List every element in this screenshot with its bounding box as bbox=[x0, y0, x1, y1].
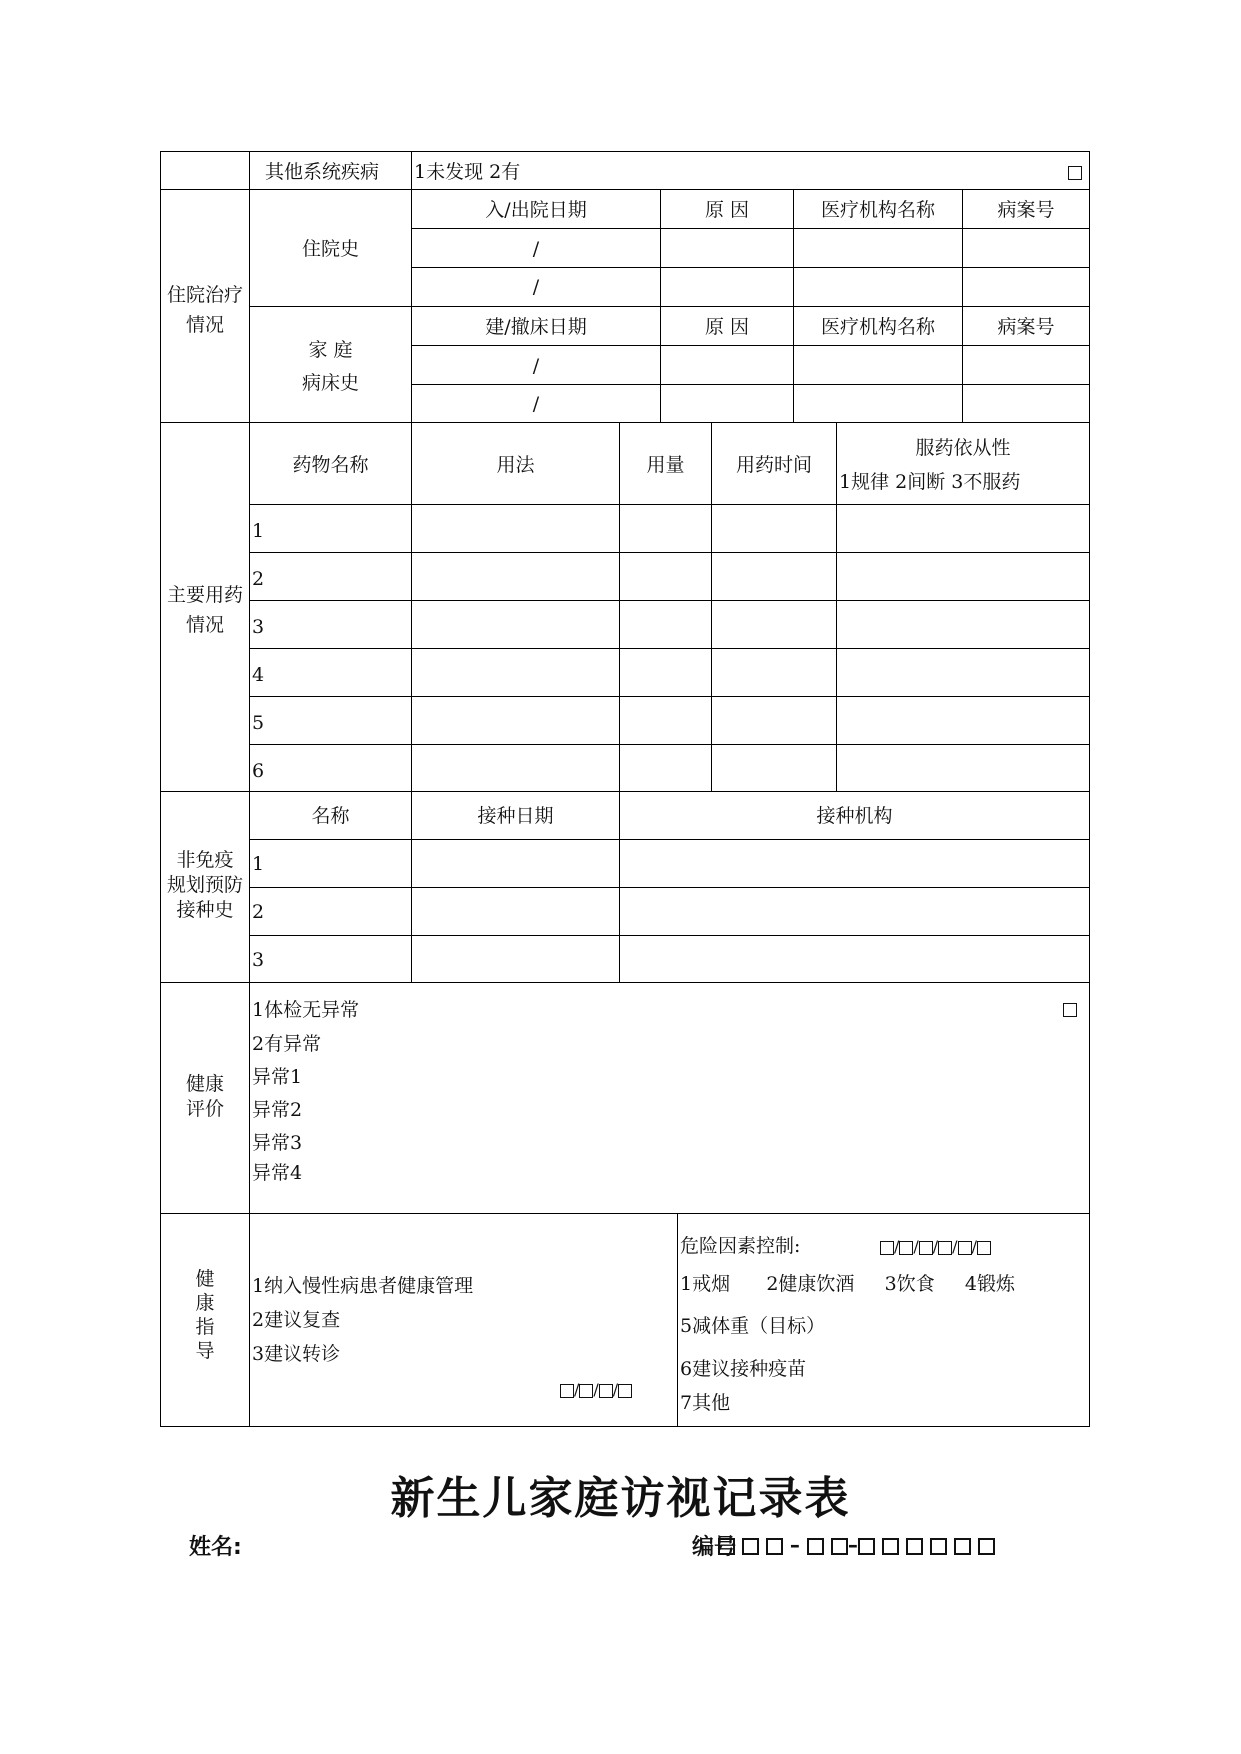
number-box[interactable] bbox=[978, 1538, 995, 1555]
medication-header-time: 用药时间 bbox=[735, 454, 812, 476]
inpatient-header-institution: 医疗机构名称 bbox=[820, 199, 935, 221]
medication-cell[interactable] bbox=[411, 600, 620, 649]
other-disease-checkbox[interactable] bbox=[1068, 166, 1082, 180]
vaccination-section-label-2: 规划预防 bbox=[166, 874, 243, 896]
health-eval-abnormal-1: 异常1 bbox=[252, 1066, 303, 1088]
vaccination-row-number: 1 bbox=[252, 853, 265, 875]
medication-cell[interactable] bbox=[836, 600, 1090, 649]
guidance-chronic-management: 1纳入慢性病患者健康管理 bbox=[252, 1275, 474, 1297]
vaccination-cell[interactable] bbox=[619, 887, 1090, 936]
vaccination-header-name: 名称 bbox=[311, 805, 350, 827]
health-guidance-label-1: 健 bbox=[195, 1268, 215, 1290]
health-eval-label-2: 评价 bbox=[185, 1098, 224, 1120]
vaccination-cell[interactable] bbox=[249, 887, 412, 936]
inpatient-cell[interactable] bbox=[962, 267, 1090, 307]
number-boxes[interactable]: – – bbox=[718, 1533, 995, 1557]
medication-cell[interactable] bbox=[836, 648, 1090, 697]
number-box[interactable] bbox=[718, 1538, 735, 1555]
home-bed-cell[interactable] bbox=[793, 384, 963, 423]
vaccination-cell[interactable] bbox=[619, 935, 1090, 983]
risk-options-line-4: 7其他 bbox=[680, 1392, 731, 1414]
vaccination-cell[interactable] bbox=[411, 935, 620, 983]
home-bed-date-1: / bbox=[532, 355, 540, 377]
number-box[interactable] bbox=[807, 1538, 824, 1555]
home-bed-label-1: 家 庭 bbox=[308, 339, 353, 361]
guidance-checkbox[interactable] bbox=[599, 1384, 613, 1398]
home-bed-cell[interactable] bbox=[962, 345, 1090, 385]
medication-row-number: 2 bbox=[252, 568, 265, 590]
form-title: 新生儿家庭访视记录表 bbox=[390, 1473, 851, 1524]
inpatient-header-reason: 原 因 bbox=[704, 199, 750, 221]
medication-row-number: 3 bbox=[252, 616, 265, 638]
home-bed-cell[interactable] bbox=[793, 345, 963, 385]
number-box[interactable] bbox=[831, 1538, 848, 1555]
risk-checkbox[interactable] bbox=[880, 1241, 894, 1255]
health-eval-checkbox[interactable] bbox=[1063, 1003, 1077, 1017]
guidance-checkbox[interactable] bbox=[618, 1384, 632, 1398]
medication-header-name: 药物名称 bbox=[292, 454, 369, 476]
vaccination-header-institution: 接种机构 bbox=[816, 805, 893, 827]
medication-cell[interactable] bbox=[711, 744, 837, 792]
number-box[interactable] bbox=[906, 1538, 923, 1555]
medication-cell[interactable] bbox=[836, 744, 1090, 792]
medication-cell[interactable] bbox=[836, 696, 1090, 745]
risk-checkbox[interactable] bbox=[899, 1241, 913, 1255]
medication-cell[interactable] bbox=[249, 504, 412, 553]
risk-checkbox[interactable] bbox=[938, 1241, 952, 1255]
vaccination-section-label-1: 非免疫 bbox=[176, 849, 234, 871]
medication-cell[interactable] bbox=[619, 504, 712, 553]
risk-checkbox-group: / / / / / bbox=[880, 1237, 991, 1256]
medication-cell[interactable] bbox=[619, 744, 712, 792]
medication-cell[interactable] bbox=[249, 648, 412, 697]
medication-cell[interactable] bbox=[619, 552, 712, 601]
health-eval-abnormal-2: 异常2 bbox=[252, 1099, 303, 1121]
medication-cell[interactable] bbox=[249, 696, 412, 745]
home-bed-date-2: / bbox=[532, 393, 540, 415]
medication-cell[interactable] bbox=[836, 504, 1090, 553]
other-disease-label: 其他系统疾病 bbox=[265, 161, 380, 183]
medication-cell[interactable] bbox=[411, 696, 620, 745]
number-box[interactable] bbox=[954, 1538, 971, 1555]
medication-cell[interactable] bbox=[249, 552, 412, 601]
home-bed-header-date: 建/撤床日期 bbox=[485, 316, 587, 338]
medication-cell[interactable] bbox=[619, 600, 712, 649]
medication-header-dose: 用量 bbox=[646, 454, 685, 476]
vaccination-cell[interactable] bbox=[619, 839, 1090, 888]
guidance-recheck: 2建议复查 bbox=[252, 1309, 341, 1331]
health-eval-content-cell bbox=[249, 982, 1090, 1214]
vaccination-row-number: 3 bbox=[252, 949, 265, 971]
medication-header-usage: 用法 bbox=[496, 454, 535, 476]
medication-cell[interactable] bbox=[411, 552, 620, 601]
vaccination-header-date: 接种日期 bbox=[477, 805, 554, 827]
inpatient-cell[interactable] bbox=[793, 267, 963, 307]
vaccination-cell[interactable] bbox=[249, 935, 412, 983]
guidance-referral: 3建议转诊 bbox=[252, 1343, 341, 1365]
number-box[interactable] bbox=[742, 1538, 759, 1555]
inpatient-cell[interactable] bbox=[660, 267, 794, 307]
vaccination-row-number: 2 bbox=[252, 901, 265, 923]
home-bed-label-cell bbox=[249, 306, 412, 423]
medication-cell[interactable] bbox=[711, 552, 837, 601]
home-bed-header-reason: 原 因 bbox=[704, 316, 750, 338]
inpatient-cell[interactable] bbox=[962, 228, 1090, 268]
vaccination-cell[interactable] bbox=[249, 839, 412, 888]
medication-cell[interactable] bbox=[411, 648, 620, 697]
inpatient-header-case-number: 病案号 bbox=[997, 199, 1055, 221]
health-guidance-label-4: 导 bbox=[195, 1340, 215, 1362]
health-eval-abnormal-4: 异常4 bbox=[252, 1162, 303, 1184]
name-label: 姓名: bbox=[189, 1535, 242, 1560]
risk-options-line-3: 6建议接种疫苗 bbox=[680, 1358, 807, 1380]
hospital-section-label: 住院治疗情况 bbox=[166, 284, 243, 336]
inpatient-header-date: 入/出院日期 bbox=[485, 199, 587, 221]
home-bed-cell[interactable] bbox=[962, 384, 1090, 423]
guidance-checkbox-group: / / / bbox=[560, 1380, 632, 1399]
other-disease-options: 1未发现 2有 bbox=[414, 161, 521, 183]
home-bed-cell[interactable] bbox=[660, 384, 794, 423]
medication-cell[interactable] bbox=[249, 744, 412, 792]
medication-row-number: 5 bbox=[252, 712, 265, 734]
health-eval-label-1: 健康 bbox=[185, 1073, 224, 1095]
risk-options-line-1: 1戒烟 2健康饮酒 3饮食 4锻炼 bbox=[680, 1273, 1015, 1295]
risk-options-line-2: 5减体重（目标） bbox=[680, 1315, 826, 1337]
number-box[interactable] bbox=[766, 1538, 783, 1555]
number-label: 编号 bbox=[692, 1535, 737, 1560]
number-box[interactable] bbox=[930, 1538, 947, 1555]
medication-cell[interactable] bbox=[711, 696, 837, 745]
home-bed-label-2: 病床史 bbox=[301, 372, 359, 394]
medication-cell[interactable] bbox=[711, 600, 837, 649]
home-bed-header-institution: 医疗机构名称 bbox=[820, 316, 935, 338]
medication-compliance-title: 服药依从性 bbox=[915, 437, 1011, 459]
medication-row-number: 6 bbox=[252, 760, 265, 782]
medication-compliance-options: 1规律 2间断 3不服药 bbox=[839, 471, 1021, 493]
medication-cell[interactable] bbox=[411, 744, 620, 792]
table-left-blank bbox=[160, 151, 250, 190]
medication-cell[interactable] bbox=[249, 600, 412, 649]
inpatient-date-1: / bbox=[532, 238, 540, 260]
inpatient-cell[interactable] bbox=[793, 228, 963, 268]
number-box[interactable] bbox=[882, 1538, 899, 1555]
medication-row-number: 4 bbox=[252, 664, 265, 686]
health-guidance-label-2: 康 bbox=[195, 1292, 215, 1314]
medication-section-label: 主要用药情况 bbox=[166, 584, 243, 636]
inpatient-date-2: / bbox=[532, 276, 540, 298]
health-eval-abnormal-3: 异常3 bbox=[252, 1132, 303, 1154]
risk-checkbox[interactable] bbox=[958, 1241, 972, 1255]
home-bed-cell[interactable] bbox=[660, 345, 794, 385]
risk-control-title: 危险因素控制: bbox=[680, 1235, 801, 1257]
medication-row-number: 1 bbox=[252, 520, 265, 542]
inpatient-cell[interactable] bbox=[660, 228, 794, 268]
vaccination-cell[interactable] bbox=[411, 887, 620, 936]
guidance-checkbox[interactable] bbox=[560, 1384, 574, 1398]
health-eval-line-2: 2有异常 bbox=[252, 1033, 322, 1055]
risk-checkbox[interactable] bbox=[919, 1241, 933, 1255]
guidance-checkbox[interactable] bbox=[579, 1384, 593, 1398]
risk-checkbox[interactable] bbox=[977, 1241, 991, 1255]
medication-cell[interactable] bbox=[619, 696, 712, 745]
vaccination-section-label-3: 接种史 bbox=[176, 899, 234, 921]
number-box[interactable] bbox=[858, 1538, 875, 1555]
inpatient-label: 住院史 bbox=[301, 238, 359, 260]
home-bed-header-case-number: 病案号 bbox=[997, 316, 1055, 338]
health-eval-line-1: 1体检无异常 bbox=[252, 999, 360, 1021]
vaccination-cell[interactable] bbox=[411, 839, 620, 888]
medication-cell[interactable] bbox=[619, 648, 712, 697]
health-guidance-label-3: 指 bbox=[195, 1316, 215, 1338]
medication-cell[interactable] bbox=[836, 552, 1090, 601]
medication-cell[interactable] bbox=[711, 648, 837, 697]
medication-cell[interactable] bbox=[411, 504, 620, 553]
medication-cell[interactable] bbox=[711, 504, 837, 553]
